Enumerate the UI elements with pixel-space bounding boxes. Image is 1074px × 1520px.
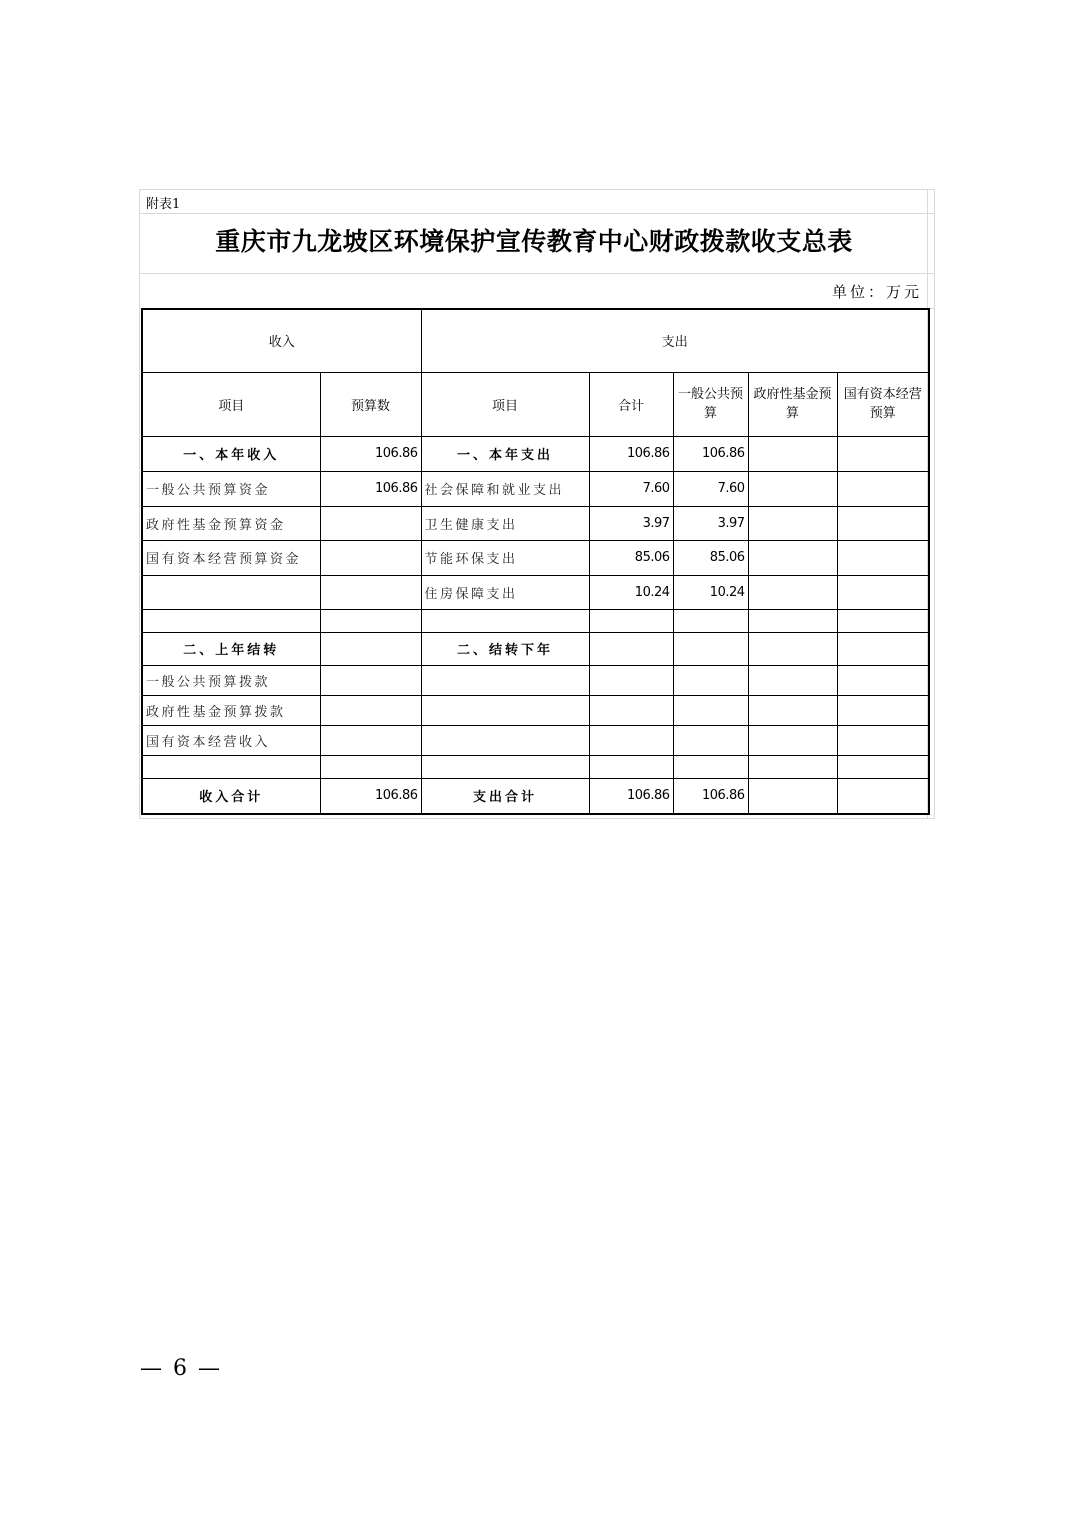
table-header-row <box>142 309 929 372</box>
general-cell: 7.60 <box>673 471 748 506</box>
total-cell <box>589 695 673 725</box>
expense-item-cell: 卫生健康支出 <box>421 506 589 540</box>
general-cell <box>673 609 748 632</box>
general-cell <box>673 755 748 778</box>
expense-item-cell: 社会保障和就业支出 <box>421 471 589 506</box>
table-row <box>142 695 929 725</box>
expense-header: 支出 <box>421 309 929 372</box>
table-row <box>142 665 929 695</box>
state-cell <box>837 575 929 609</box>
gov-cell <box>748 436 837 471</box>
income-item-cell: 一般公共预算拨款 <box>142 665 320 695</box>
expense-item-cell: 住房保障支出 <box>421 575 589 609</box>
expense-item-cell <box>421 609 589 632</box>
income-item-cell: 政府性基金预算资金 <box>142 506 320 540</box>
sheet-gridline <box>140 213 934 214</box>
total-cell <box>589 725 673 755</box>
table-row <box>142 471 929 506</box>
sheet-gridline <box>140 273 934 274</box>
table-row <box>142 632 929 665</box>
general-cell <box>673 632 748 665</box>
income-value-cell <box>320 725 421 755</box>
item-header: 项目 <box>142 372 320 436</box>
table-row <box>142 436 929 471</box>
table-row <box>142 778 929 814</box>
state-cell <box>837 632 929 665</box>
total-cell: 106.86 <box>589 778 673 814</box>
expense-item-cell: 支出合计 <box>421 778 589 814</box>
expense-item-cell: 一、本年支出 <box>421 436 589 471</box>
income-value-cell: 106.86 <box>320 436 421 471</box>
table-row <box>142 755 929 778</box>
income-item-cell: 国有资本经营收入 <box>142 725 320 755</box>
income-value-cell <box>320 575 421 609</box>
state-cell <box>837 609 929 632</box>
general-cell: 106.86 <box>673 778 748 814</box>
income-item-cell <box>142 575 320 609</box>
gov-cell <box>748 540 837 575</box>
income-item-cell: 二、上年结转 <box>142 632 320 665</box>
page-number: — 6 — <box>140 1356 222 1381</box>
income-header: 收入 <box>142 309 421 372</box>
gov-cell <box>748 471 837 506</box>
income-item-cell <box>142 755 320 778</box>
general-cell: 85.06 <box>673 540 748 575</box>
expense-item-cell <box>421 755 589 778</box>
expense-item-cell <box>421 695 589 725</box>
state-cell <box>837 506 929 540</box>
attachment-label: 附表1 <box>146 197 181 212</box>
general-cell <box>673 725 748 755</box>
income-item-cell: 国有资本经营预算资金 <box>142 540 320 575</box>
total-cell: 106.86 <box>589 436 673 471</box>
general-cell <box>673 665 748 695</box>
state-cell <box>837 695 929 725</box>
income-item-cell <box>142 609 320 632</box>
income-value-cell <box>320 665 421 695</box>
state-cell <box>837 755 929 778</box>
gov-fund-header: 政府性基金预算 <box>748 372 837 436</box>
state-capital-header: 国有资本经营预算 <box>837 372 929 436</box>
general-cell: 3.97 <box>673 506 748 540</box>
item2-header: 项目 <box>421 372 589 436</box>
gov-cell <box>748 755 837 778</box>
table-row <box>142 725 929 755</box>
state-cell <box>837 665 929 695</box>
total-cell: 3.97 <box>589 506 673 540</box>
total-cell: 7.60 <box>589 471 673 506</box>
total-cell: 85.06 <box>589 540 673 575</box>
gov-cell <box>748 506 837 540</box>
gov-cell <box>748 609 837 632</box>
income-value-cell <box>320 755 421 778</box>
state-cell <box>837 471 929 506</box>
general-cell: 106.86 <box>673 436 748 471</box>
table-row <box>142 575 929 609</box>
table-row <box>142 540 929 575</box>
general-cell: 10.24 <box>673 575 748 609</box>
state-cell <box>837 436 929 471</box>
income-item-cell: 收入合计 <box>142 778 320 814</box>
table-row <box>142 506 929 540</box>
gov-cell <box>748 665 837 695</box>
total-header: 合计 <box>589 372 673 436</box>
income-value-cell <box>320 540 421 575</box>
state-cell <box>837 778 929 814</box>
table-row <box>142 609 929 632</box>
table-subheader-row <box>142 372 929 436</box>
general-cell <box>673 695 748 725</box>
income-value-cell <box>320 632 421 665</box>
total-cell <box>589 665 673 695</box>
expense-item-cell: 节能环保支出 <box>421 540 589 575</box>
total-cell <box>589 632 673 665</box>
total-cell <box>589 755 673 778</box>
income-item-cell: 一般公共预算资金 <box>142 471 320 506</box>
gov-cell <box>748 725 837 755</box>
gov-cell <box>748 695 837 725</box>
expense-item-cell <box>421 665 589 695</box>
gov-cell <box>748 778 837 814</box>
gov-cell <box>748 632 837 665</box>
income-value-cell <box>320 506 421 540</box>
gov-cell <box>748 575 837 609</box>
total-cell: 10.24 <box>589 575 673 609</box>
total-cell <box>589 609 673 632</box>
general-header: 一般公共预算 <box>673 372 748 436</box>
unit-label: 单位：万元 <box>831 283 922 301</box>
budget-header: 预算数 <box>320 372 421 436</box>
income-value-cell: 106.86 <box>320 471 421 506</box>
income-item-cell: 政府性基金预算拨款 <box>142 695 320 725</box>
income-value-cell <box>320 609 421 632</box>
state-cell <box>837 725 929 755</box>
income-value-cell: 106.86 <box>320 778 421 814</box>
income-item-cell: 一、本年收入 <box>142 436 320 471</box>
expense-item-cell <box>421 725 589 755</box>
page-title: 重庆市九龙坡区环境保护宣传教育中心财政拨款收支总表 <box>215 227 853 256</box>
expense-item-cell: 二、结转下年 <box>421 632 589 665</box>
budget-table <box>141 308 930 815</box>
state-cell <box>837 540 929 575</box>
income-value-cell <box>320 695 421 725</box>
